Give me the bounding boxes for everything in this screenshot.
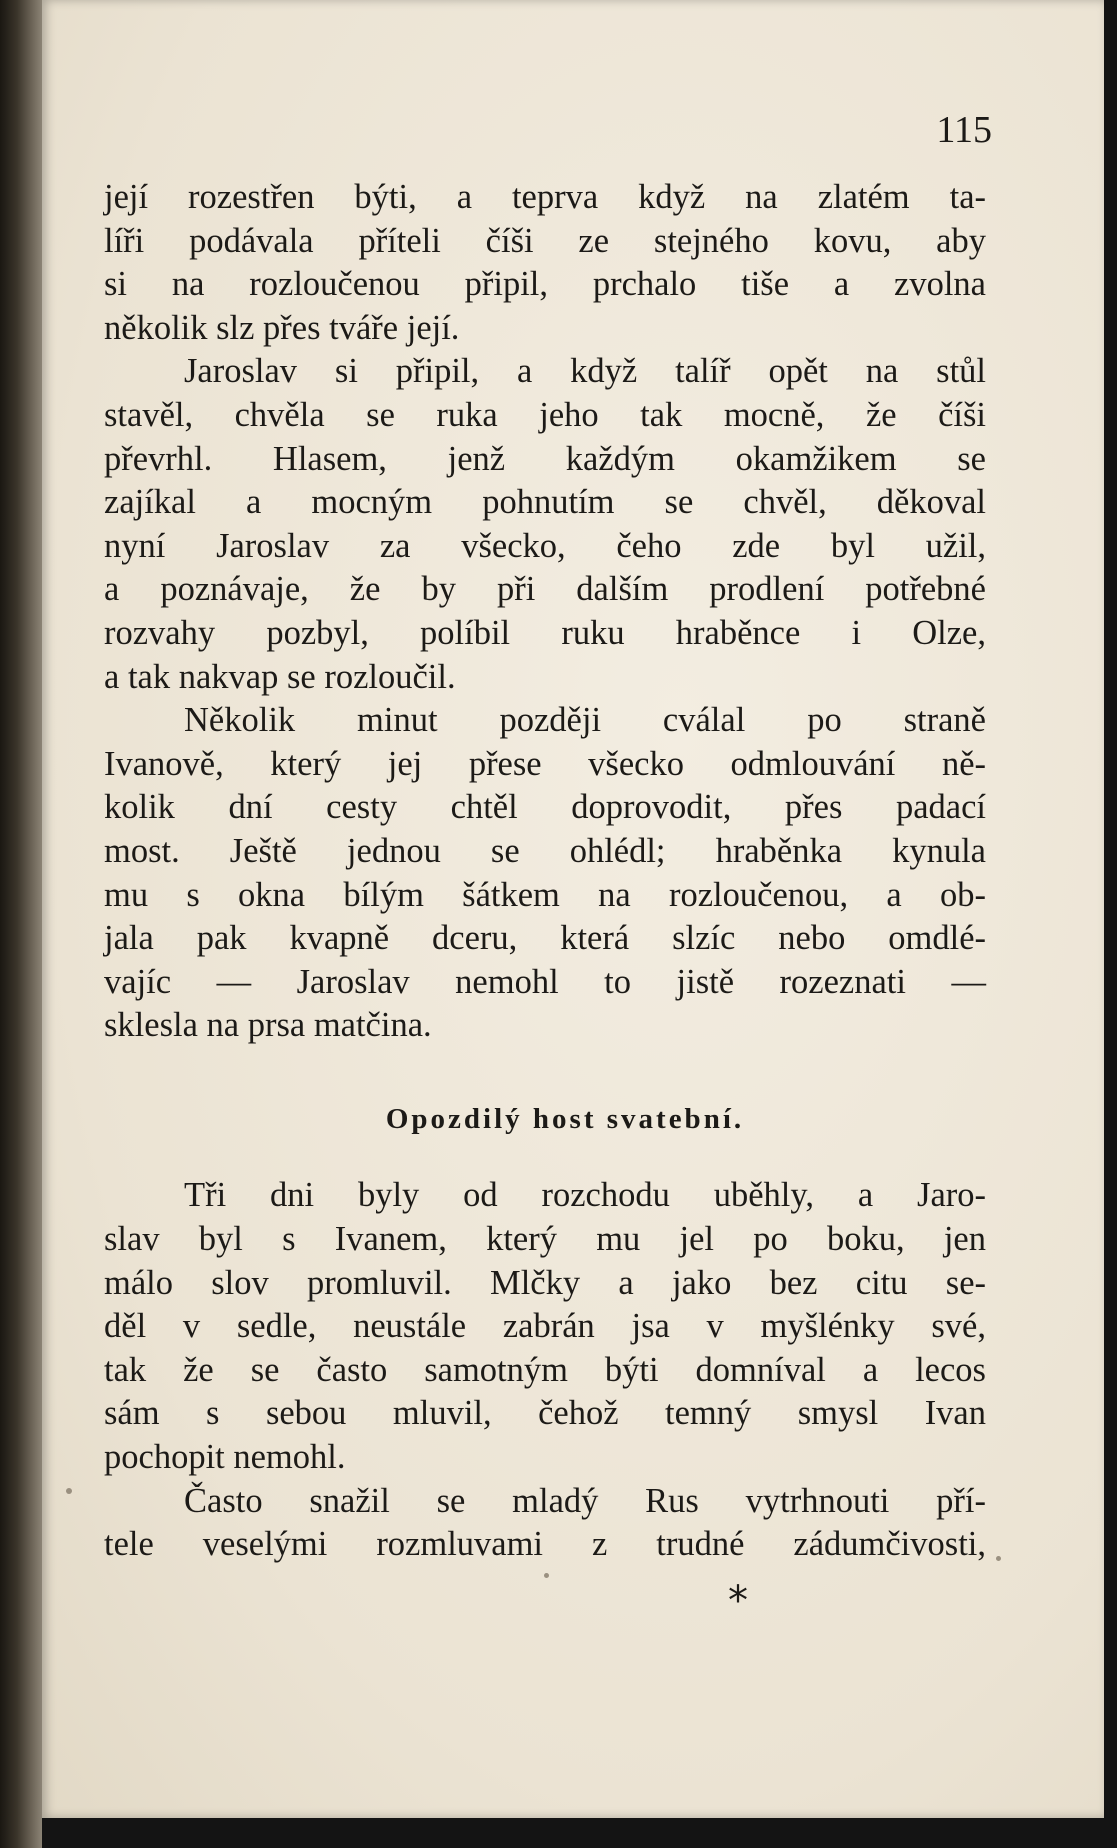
text-line: tak že se často samotným býti domníval a lecos <box>104 1350 986 1389</box>
text-line: Ivanově, který jej přese všecko odmlouvání ně- <box>104 744 986 783</box>
page-body <box>104 176 986 1567</box>
text-line: si na rozloučenou připil, prchalo tiše a zvolna <box>104 265 986 304</box>
text-line: most. Ještě jednou se ohlédl; hraběnka kynula <box>104 831 986 870</box>
book-page <box>42 0 1104 1818</box>
text-line: pochopit nemohl. <box>104 1438 346 1477</box>
text-line: rozvahy pozbyl, políbil ruku hraběnce i Olze, <box>104 613 986 652</box>
paper-speck <box>544 1573 549 1578</box>
text-line: Jaroslav si připil, a když talíř opět na stůl <box>184 352 986 391</box>
text-line: málo slov promluvil. Mlčky a jako bez citu se- <box>104 1263 986 1302</box>
paragraph-1 <box>104 176 986 350</box>
paragraph-4 <box>104 1174 986 1479</box>
text-line: kolik dní cesty chtěl doprovodit, přes padací <box>104 788 986 827</box>
page-number: 115 <box>936 109 992 151</box>
text-line: děl v sedle, neustále zabrán jsa v myšlénky své, <box>104 1307 986 1346</box>
text-line: sklesla na prsa matčina. <box>104 1006 432 1045</box>
text-line: několik slz přes tváře její. <box>104 308 460 347</box>
text-line: a poznávaje, že by při dalším prodlení potřebné <box>104 570 986 609</box>
paper-speck <box>66 1488 72 1494</box>
text-line: její rozestřen býti, a teprva když na zlatém ta- <box>104 178 986 216</box>
text-line: sám s sebou mluvil, čehož temný smysl Ivan <box>104 1394 986 1433</box>
text-line: a tak nakvap se rozloučil. <box>104 657 456 696</box>
text-line: vajíc — Jaroslav nemohl to jistě rozeznati — <box>104 962 986 1001</box>
text-line: zajíkal a mocným pohnutím se chvěl, děkoval <box>104 483 986 522</box>
text-line: Tři dni byly od rozchodu uběhly, a Jaro- <box>184 1176 986 1215</box>
text-line: jala pak kvapně dceru, která slzíc nebo omdlé- <box>104 919 986 958</box>
section-heading: Opozdilý host svatební. <box>385 1102 745 1135</box>
text-line: Několik minut později cválal po straně <box>184 701 986 740</box>
paragraph-5 <box>104 1480 986 1567</box>
text-line: převrhl. Hlasem, jenž každým okamžikem se <box>104 439 986 478</box>
book-gutter <box>0 0 42 1848</box>
text-line: slav byl s Ivanem, který mu jel po boku, jen <box>104 1220 986 1259</box>
signature-mark: * <box>728 1578 748 1624</box>
paragraph-2 <box>104 350 986 699</box>
text-line: nyní Jaroslav za všecko, čeho zde byl užil, <box>104 526 986 565</box>
text-line: tele veselými rozmluvami z trudné zádumčivosti, <box>104 1525 986 1564</box>
text-line: Často snažil se mladý Rus vytrhnouti pří- <box>184 1481 986 1520</box>
paper-speck <box>996 1556 1001 1561</box>
paragraph-3 <box>104 699 986 1048</box>
text-line: stavěl, chvěla se ruka jeho tak mocně, že číši <box>104 395 986 434</box>
text-line: líři podávala příteli číši ze stejného kovu, aby <box>104 221 986 260</box>
text-line: mu s okna bílým šátkem na rozloučenou, a ob- <box>104 875 986 914</box>
